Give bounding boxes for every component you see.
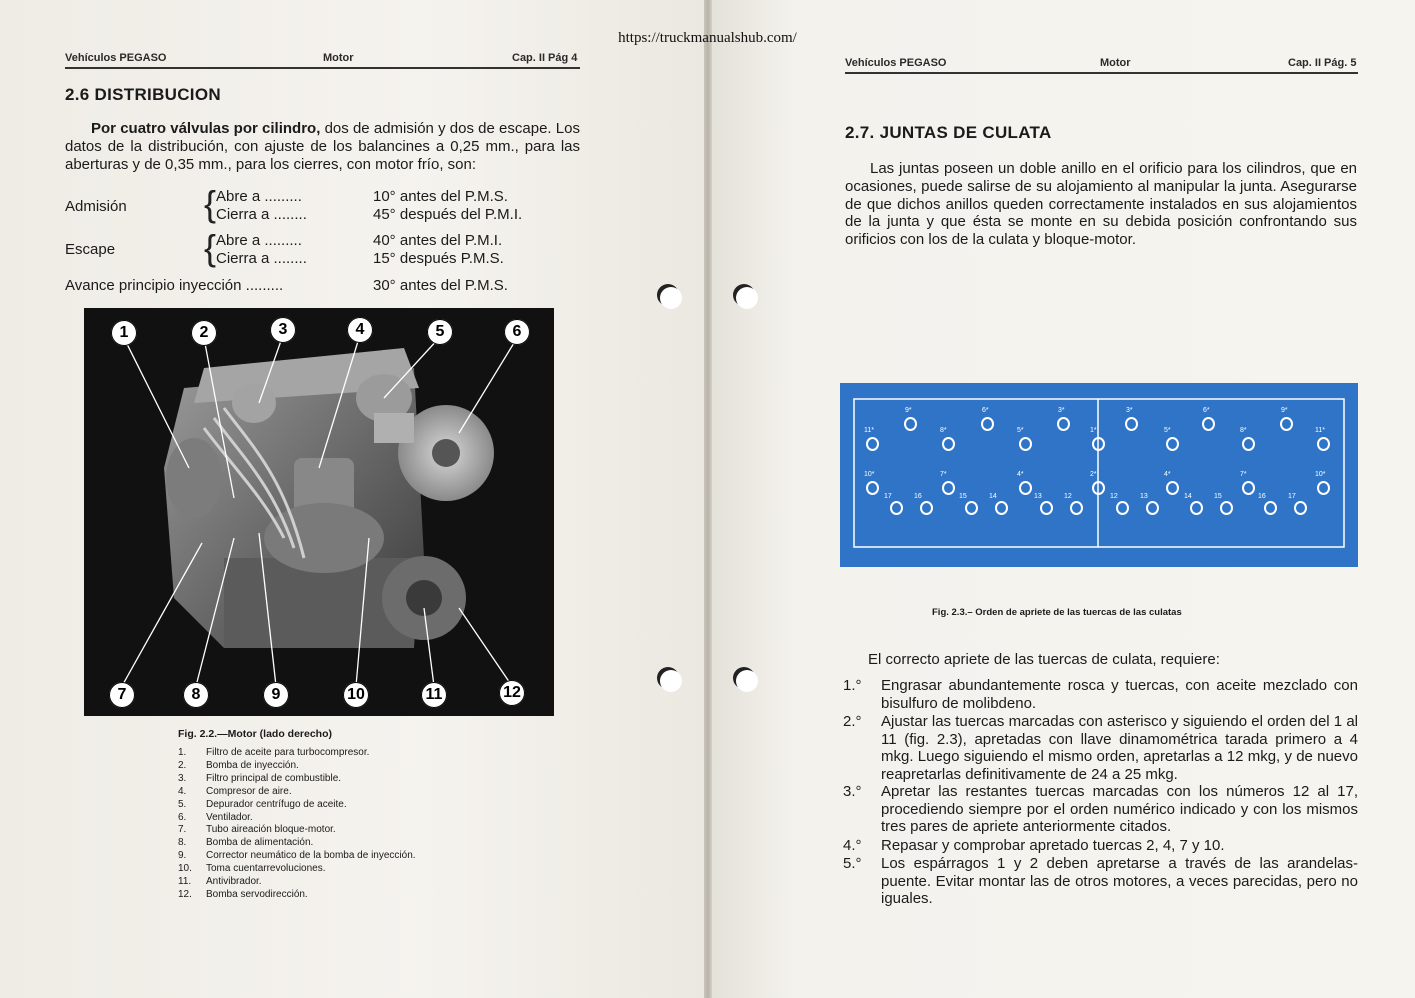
legend-text: Filtro de aceite para turbocompresor. [206,747,370,758]
fig-2-3-caption: Fig. 2.3.– Orden de apriete de las tuercas de las culatas [932,607,1182,618]
nut-hole [981,417,994,431]
escape-close-value: 15° después P.M.S. [373,250,504,267]
tightening-order-diagram [840,383,1358,567]
nut-label: 17 [884,493,892,500]
legend-item [178,863,416,876]
nut-hole [1070,501,1083,515]
step-item [843,677,1358,713]
legend-number: 1. [178,747,187,758]
nut-label: 15 [1214,493,1222,500]
escape-open-label: Abre a ......... [216,232,302,249]
nut-hole [1294,501,1307,515]
nut-label: 16 [914,493,922,500]
nut-hole [1280,417,1293,431]
callout-8: 8 [183,682,209,708]
right-header-section: Motor [1100,57,1131,69]
legend-item [178,850,416,863]
legend-item [178,837,416,850]
step-number: 2.° [843,713,862,730]
intro-bold: Por cuatro válvulas por cilindro, [91,120,321,137]
nut-label: 11* [1315,427,1325,434]
legend-text: Bomba de alimentación. [206,837,314,849]
step-text: Apretar las restantes tuercas marcadas con los números 12 al 17, procediendo siempre por el orden numérico indicado y con los mismos tres pares de apriete anteriormente citados. [881,783,1358,836]
nut-hole [1116,501,1129,515]
step-number: 1.° [843,677,862,694]
nut-label: 8* [1240,427,1247,434]
step-item [843,783,1358,837]
step-number: 3.° [843,783,862,800]
step-item [843,713,1358,783]
engine-photo [84,308,554,716]
callout-1: 1 [111,320,137,346]
punch-hole-left-bottom [660,670,682,692]
nut-label: 9* [1281,407,1288,414]
legend-number: 10. [178,863,192,875]
fig-2-2-caption: Fig. 2.2.—Motor (lado derecho) [178,728,333,740]
nut-hole [1019,481,1032,495]
engine-illustration [84,308,554,716]
escape-close-label: Cierra a ........ [216,250,307,267]
legend-text: Toma cuentarrevoluciones. [206,863,326,875]
legend-number: 9. [178,850,187,862]
punch-hole-right-top [736,287,758,309]
step-text: Ajustar las tuercas marcadas con asterisco y siguiendo el orden del 1 al 11 (fig. 2.3), apretadas con llave dinamométrica tarada primero a 4 mkg. Luego siguiendo el mismo orden, apretarlas a 12 mkg, y de nuevo reapretarlas definitivamente de 24 a 25 mkg. [881,713,1358,783]
nut-label: 7* [940,471,947,478]
nut-label: 3* [1058,407,1065,414]
nut-label: 1* [1090,427,1097,434]
legend-number: 6. [178,811,187,823]
nut-label: 8* [940,427,947,434]
legend-number: 11. [178,876,192,888]
nut-hole [942,481,955,495]
nut-label: 16 [1258,493,1266,500]
escape-open-value: 40° antes del P.M.I. [373,232,503,249]
legend-number: 5. [178,798,187,810]
legend-text: Filtro principal de combustible. [206,772,342,784]
intro-rest: dos de admisión y dos de escape. Los datos de la distribución, con ajuste de los balancines a 0,25 mm., para las aberturas y de 0,35 mm., para los cierres, con motor frío, son: [65,120,580,173]
legend-item [178,812,416,825]
spec-escape-label: Escape [65,241,116,258]
nut-hole [1166,481,1179,495]
avance-value: 30° antes del P.M.S. [373,277,508,294]
step-item [843,855,1358,909]
nut-hole [1317,437,1330,451]
legend-item [178,760,416,773]
spec-admision-label: Admisión [65,198,127,215]
legend-item [178,747,416,760]
legend-item [178,889,416,902]
nut-label: 10* [1315,471,1326,478]
punch-hole-left-top [660,287,682,309]
legend-item [178,773,416,786]
escape-brace: { [204,227,217,268]
left-header-brand: Vehículos PEGASO [65,52,167,64]
step-number: 4.° [843,837,862,854]
callout-11: 11 [421,682,447,708]
callout-7: 7 [109,682,135,708]
nut-hole [1019,437,1032,451]
nut-hole [1242,481,1255,495]
left-header-rule [65,67,580,69]
step-item [843,837,1358,855]
nut-label: 11* [864,427,874,434]
legend-number: 3. [178,772,187,784]
legend-number: 4. [178,785,187,797]
nut-hole [866,481,879,495]
legend-number: 8. [178,837,187,849]
legend-text: Tubo aireación bloque-motor. [206,824,336,836]
nut-label: 3* [1126,407,1133,414]
nut-label: 17 [1288,493,1296,500]
nut-hole [1190,501,1203,515]
nut-hole [1057,417,1070,431]
legend-item [178,799,416,812]
admision-close-value: 45° después del P.M.I. [373,206,523,223]
admision-close-label: Cierra a ........ [216,206,307,223]
nut-hole [942,437,955,451]
nut-hole [1125,417,1138,431]
nut-hole [904,417,917,431]
nut-label: 14 [989,493,997,500]
callout-6: 6 [504,319,530,345]
callout-4: 4 [347,317,373,343]
nut-label: 4* [1164,471,1171,478]
juntas-paragraph: Las juntas poseen un doble anillo en el orificio para los cilindros, que en ocasiones, puede salirse de su alojamiento al manipular la junta. Asegurarse de que dichos anillos queden correctamente instalados en sus alojamientos de la junta y que ésta se monte en su debida posición confrontando sus orificios con los de la culata y bloque-motor. [845,160,1357,249]
nut-label: 5* [1017,427,1024,434]
step-text: Los espárragos 1 y 2 deben apretarse a través de las arandelas-puente. Evitar montar las de otros motores, a veces parecidas, pero no iguales. [881,855,1358,908]
nut-hole [1040,501,1053,515]
nut-label: 14 [1184,493,1192,500]
avance-label: Avance principio inyección ......... [65,277,284,294]
source-url[interactable]: https://truckmanualshub.com/ [618,30,797,46]
legend-number: 2. [178,759,187,771]
legend-item [178,786,416,799]
nut-hole [1166,437,1179,451]
nut-hole [1092,437,1105,451]
nut-label: 2* [1090,471,1097,478]
nut-label: 9* [905,407,912,414]
nut-label: 13 [1034,493,1042,500]
admision-open-label: Abre a ......... [216,188,302,205]
nut-label: 5* [1164,427,1171,434]
right-header-brand: Vehículos PEGASO [845,57,947,69]
nut-hole [920,501,933,515]
left-header-section: Motor [323,52,354,64]
legend-text: Corrector neumático de la bomba de inyección. [206,850,416,862]
punch-hole-right-bottom [736,670,758,692]
nut-hole [1242,437,1255,451]
book-gutter [704,0,712,998]
nut-hole [1220,501,1233,515]
legend-text: Ventilador. [206,811,253,823]
right-header-page: Cap. II Pág. 5 [1288,57,1357,69]
nut-hole [866,437,879,451]
admision-open-value: 10° antes del P.M.S. [373,188,508,205]
admision-brace: { [204,183,217,224]
section-title-distribucion: 2.6 DISTRIBUCION [65,85,221,104]
step-text: Repasar y comprobar apretado tuercas 2, 4, 7 y 10. [881,837,1225,854]
callout-12: 12 [499,680,525,706]
nut-hole [965,501,978,515]
callout-2: 2 [191,320,217,346]
nut-hole [1146,501,1159,515]
nut-label: 12 [1064,493,1072,500]
nut-label: 10* [864,471,875,478]
nut-label: 15 [959,493,967,500]
legend-text: Compresor de aire. [206,785,292,797]
nut-label: 6* [1203,407,1210,414]
legend-number: 7. [178,824,187,836]
right-header-rule [845,72,1358,74]
distribucion-intro [65,120,580,173]
callout-9: 9 [263,682,289,708]
step-text: Engrasar abundantemente rosca y tuercas, con aceite mezclado con bisulfuro de molibdeno. [881,677,1358,712]
legend-item [178,876,416,889]
section-title-juntas: 2.7. JUNTAS DE CULATA [845,123,1052,142]
nut-hole [890,501,903,515]
nut-hole [1317,481,1330,495]
nut-label: 7* [1240,471,1247,478]
callout-3: 3 [270,317,296,343]
nut-label: 12 [1110,493,1118,500]
legend-item [178,824,416,837]
steps-intro: El correcto apriete de las tuercas de culata, requiere: [868,651,1220,668]
nut-hole [1202,417,1215,431]
left-header-page: Cap. II Pág 4 [512,52,578,64]
nut-label: 6* [982,407,989,414]
legend-text: Bomba de inyección. [206,759,299,771]
callout-10: 10 [343,682,369,708]
legend-text: Antivibrador. [206,876,262,888]
nut-hole [1092,481,1105,495]
component-legend [178,747,416,902]
legend-number: 12. [178,888,192,900]
legend-text: Depurador centrífugo de aceite. [206,798,347,810]
nut-hole [1264,501,1277,515]
nut-hole [995,501,1008,515]
step-number: 5.° [843,855,862,872]
nut-label: 4* [1017,471,1024,478]
nut-label: 13 [1140,493,1148,500]
callout-5: 5 [427,319,453,345]
legend-text: Bomba servodirección. [206,888,308,900]
